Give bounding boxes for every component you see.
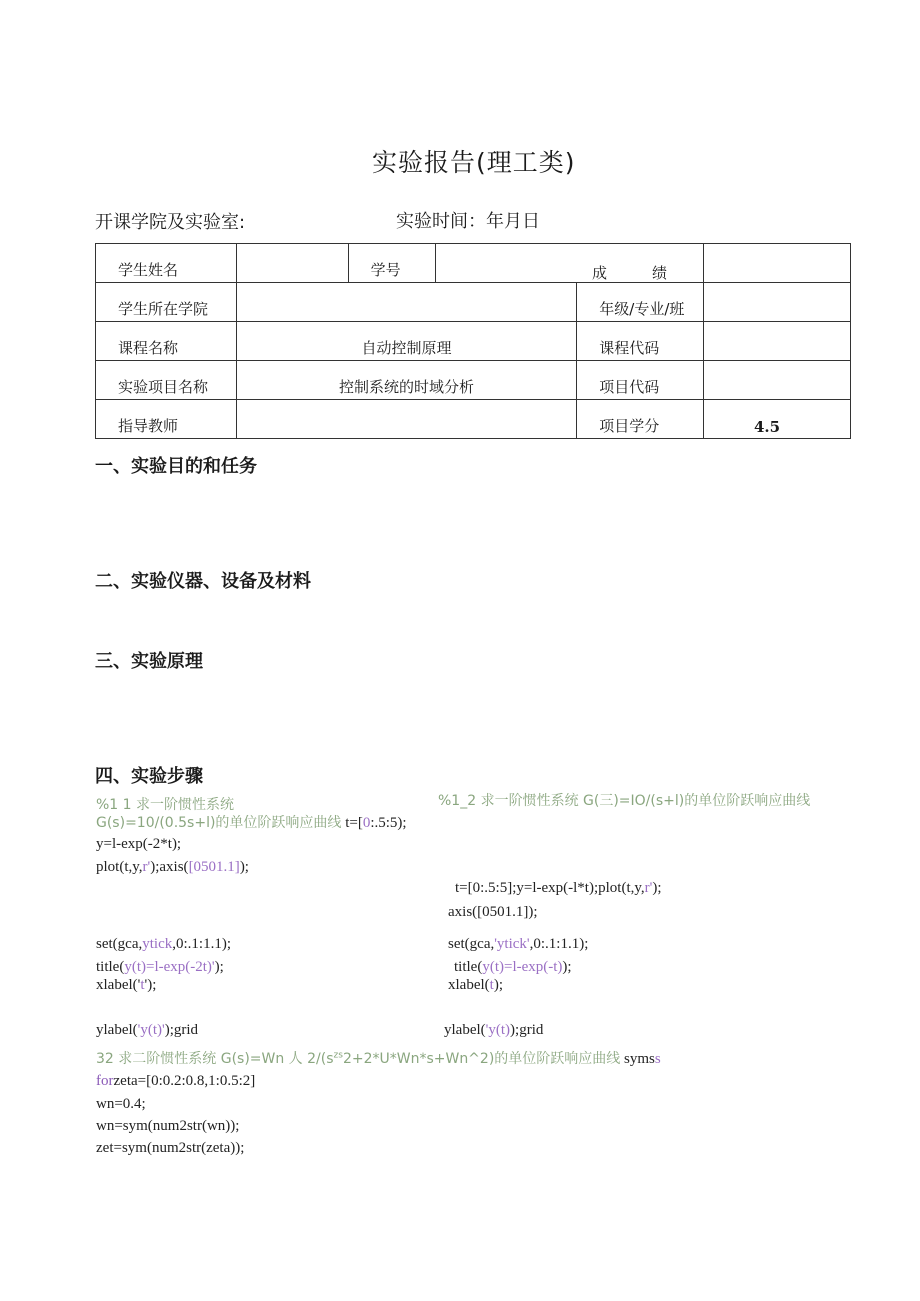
section-heading-1: 一、实验目的和任务 bbox=[95, 456, 257, 477]
student-name-value[interactable] bbox=[236, 244, 348, 283]
code-keyword: for bbox=[96, 1073, 114, 1089]
table-cell bbox=[96, 322, 237, 361]
code-comment-superscript: zs bbox=[333, 1050, 343, 1061]
code-token: [0501.1] bbox=[188, 859, 240, 875]
code-line bbox=[448, 977, 503, 994]
info-table bbox=[95, 243, 851, 439]
table-row bbox=[96, 322, 851, 361]
table-cell bbox=[96, 361, 237, 400]
table-cell bbox=[236, 322, 576, 361]
code-token: ,0:.1:1.1); bbox=[529, 936, 589, 952]
code-token: ); bbox=[239, 859, 249, 875]
project-code-value[interactable] bbox=[704, 361, 851, 400]
project-name-value: 控制系统的时域分析 bbox=[339, 378, 475, 396]
table-cell bbox=[577, 400, 704, 439]
code-comment-2-rest: 2+2*U*Wn*s+Wn^2)的单位阶跃响应曲线 bbox=[342, 1051, 621, 1067]
code-token: set(gca, bbox=[448, 936, 495, 952]
code-token: );grid bbox=[510, 1022, 544, 1038]
section-heading-4: 四、实验步骤 bbox=[95, 766, 203, 787]
code-line: wn=sym(num2str(wn)); bbox=[96, 1118, 240, 1134]
grade-major-class-value[interactable] bbox=[704, 283, 851, 322]
code-line bbox=[96, 1022, 198, 1039]
code-line: zet=sym(num2str(zeta)); bbox=[96, 1140, 245, 1156]
code-token: set(gca, bbox=[96, 936, 143, 952]
code-token: t=[0:.5:5];y=l-exp(-l*t);plot(t,y, bbox=[455, 880, 645, 896]
project-credit-value: 4.5 bbox=[754, 418, 781, 436]
code-token: );grid bbox=[164, 1022, 199, 1038]
code-token: ); bbox=[493, 977, 503, 993]
code-token: s bbox=[654, 1051, 661, 1067]
code-token: ,0:.1:1.1); bbox=[172, 936, 231, 952]
table-cell bbox=[236, 361, 576, 400]
code-token: 'y(t)' bbox=[137, 1022, 165, 1038]
code-comment-1-1: %1 1 求一阶惯性系统 bbox=[96, 797, 235, 813]
instructor-label: 指导教师 bbox=[118, 417, 179, 435]
code-line bbox=[96, 1073, 255, 1090]
course-code-label: 课程代码 bbox=[599, 339, 660, 357]
code-line bbox=[96, 859, 249, 876]
table-row bbox=[96, 400, 851, 439]
code-token: y(t)=l-exp(-2t)' bbox=[124, 959, 215, 975]
code-token: 'ytick' bbox=[494, 936, 530, 952]
table-row bbox=[96, 361, 851, 400]
instructor-value[interactable] bbox=[236, 400, 576, 439]
table-cell bbox=[348, 244, 435, 283]
code-token: plot(t,y, bbox=[96, 859, 143, 875]
code-token: zeta=[0:0.2:0.8,1:0.5:2] bbox=[113, 1073, 256, 1089]
table-cell bbox=[704, 400, 851, 439]
student-name-label: 学生姓名 bbox=[118, 261, 179, 279]
project-name-label: 实验项目名称 bbox=[118, 378, 209, 396]
project-code-label: 项目代码 bbox=[599, 378, 660, 396]
code-token: ylabel( bbox=[444, 1022, 486, 1038]
college-lab-label: 开课学院及实验室: bbox=[95, 212, 246, 233]
code-line bbox=[96, 812, 407, 832]
code-token: xlabel( bbox=[448, 977, 490, 993]
code-line bbox=[96, 936, 231, 953]
code-token: r' bbox=[644, 880, 653, 896]
code-line bbox=[455, 880, 662, 897]
code-token: r' bbox=[142, 859, 151, 875]
table-cell bbox=[577, 322, 704, 361]
experiment-time-label: 实验时间：年月日 bbox=[396, 211, 540, 232]
code-line bbox=[448, 936, 588, 953]
section-heading-2: 二、实验仪器、设备及材料 bbox=[95, 571, 311, 592]
table-cell bbox=[577, 283, 704, 322]
table-cell bbox=[96, 283, 237, 322]
code-token: y(t)=l-exp(-t) bbox=[482, 959, 563, 975]
table-cell bbox=[96, 400, 237, 439]
course-name-value: 自动控制原理 bbox=[361, 339, 452, 357]
code-token: );axis( bbox=[150, 859, 189, 875]
code-line: axis([0501.1]); bbox=[448, 904, 538, 920]
course-name-label: 课程名称 bbox=[118, 339, 179, 357]
code-token: t bbox=[489, 977, 494, 993]
code-line bbox=[454, 959, 572, 976]
code-token: ylabel( bbox=[96, 1022, 138, 1038]
code-token: ); bbox=[652, 880, 662, 896]
project-credit-label: 项目学分 bbox=[599, 417, 660, 435]
code-token: t=[ bbox=[341, 815, 363, 831]
course-code-value[interactable] bbox=[704, 322, 851, 361]
student-id-label: 学号 bbox=[370, 261, 401, 279]
code-token: syms bbox=[620, 1051, 655, 1067]
code-line bbox=[96, 959, 224, 976]
code-token: :.5:5); bbox=[370, 815, 407, 831]
code-token: '); bbox=[144, 977, 157, 993]
code-token: ); bbox=[562, 959, 572, 975]
table-row bbox=[96, 244, 851, 283]
code-line bbox=[96, 1048, 661, 1068]
code-token: title( bbox=[454, 959, 483, 975]
code-line bbox=[96, 977, 156, 994]
code-token: title( bbox=[96, 959, 125, 975]
code-line bbox=[444, 1022, 543, 1039]
code-comment-1-2: %1_2 求一阶惯性系统 G(三)=IO/(s+l)的单位阶跃响应曲线 bbox=[438, 793, 811, 809]
grade-major-class-label: 年级/专业/班 bbox=[599, 300, 685, 318]
code-comment-1-1-formula: G(s)=10/(0.5s+l)的单位阶跃响应曲线 bbox=[96, 815, 342, 831]
student-college-value[interactable] bbox=[236, 283, 576, 322]
code-token: 'y(t) bbox=[485, 1022, 511, 1038]
page-title: 实验报告(理工类) bbox=[372, 148, 576, 177]
code-token: xlabel(' bbox=[96, 977, 141, 993]
code-token: ); bbox=[214, 959, 224, 975]
code-token: t bbox=[140, 977, 145, 993]
code-token: ytick bbox=[142, 936, 173, 952]
table-row bbox=[96, 283, 851, 322]
table-cell bbox=[96, 244, 237, 283]
student-college-label: 学生所在学院 bbox=[118, 300, 209, 318]
code-line: wn=0.4; bbox=[96, 1096, 146, 1112]
code-comment-2: 32 求二阶惯性系统 G(s)=Wn 人 2/(s bbox=[96, 1051, 334, 1067]
score-label: 成 绩 bbox=[592, 264, 668, 282]
score-value[interactable] bbox=[704, 244, 851, 283]
table-cell bbox=[577, 361, 704, 400]
section-heading-3: 三、实验原理 bbox=[95, 651, 203, 672]
code-line: y=l-exp(-2*t); bbox=[96, 836, 182, 852]
code-token: 0 bbox=[362, 815, 371, 831]
